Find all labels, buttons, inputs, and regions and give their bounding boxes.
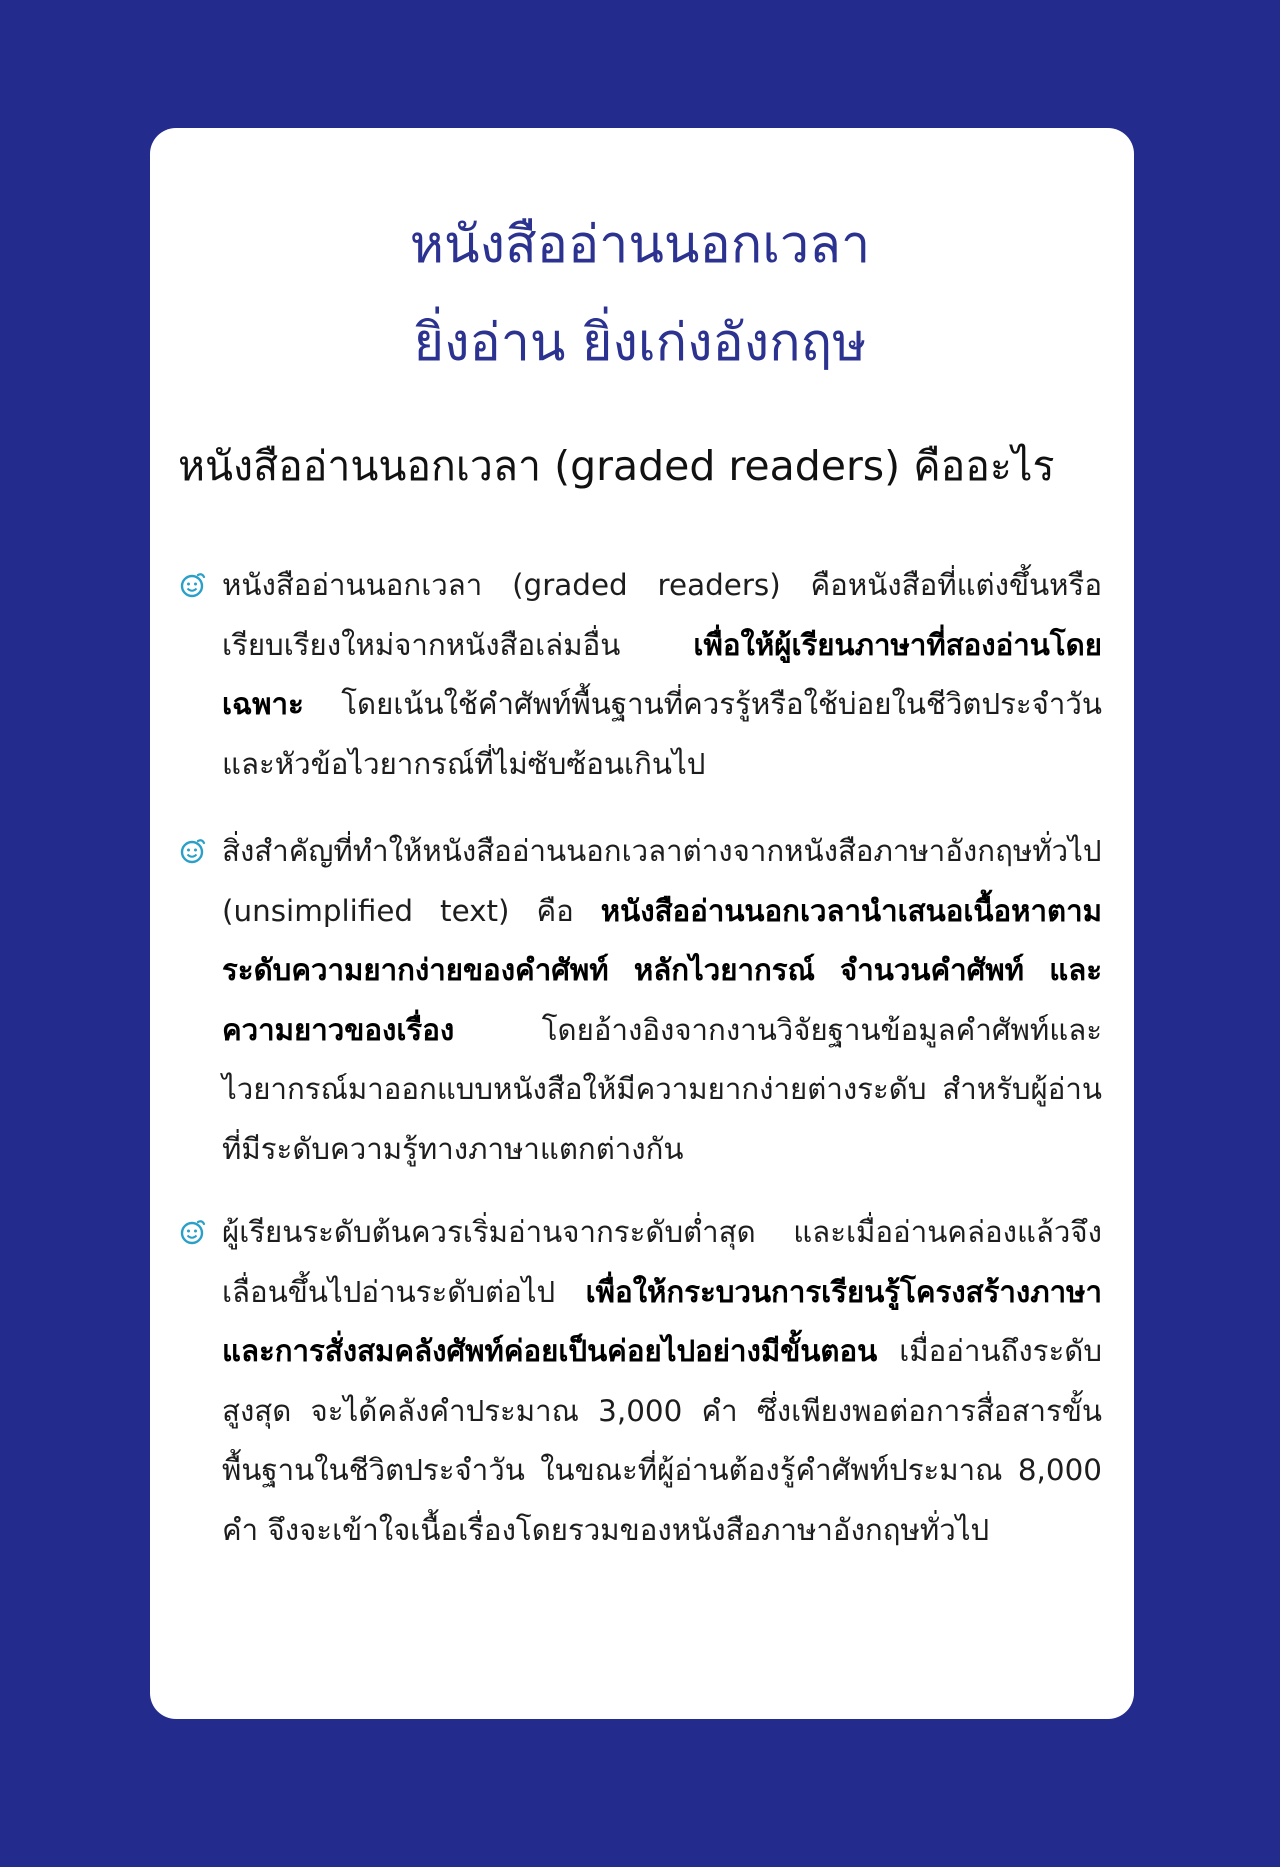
bullet-text: หนังสืออ่านนอกเวลา (graded readers) คือหนังสือที่แต่งขึ้นหรือเรียบเรียงใหม่จากหนังสือเล่มอื่น bbox=[222, 568, 1102, 662]
page-title bbox=[0, 196, 1280, 392]
title-line-1: หนังสืออ่านนอกเวลา bbox=[409, 215, 871, 275]
title-line-2: ยิ่งอ่าน ยิ่งเก่งอังกฤษ bbox=[413, 313, 867, 373]
bullet-emphasis: เพื่อให้ผู้เรียนภาษาที่สองอ่านโดยเฉพาะ bbox=[222, 627, 1102, 721]
bullet-item-1 bbox=[222, 556, 1102, 794]
bullet-item-2 bbox=[222, 822, 1102, 1179]
bullet-text: ผู้เรียนระดับต้นควรเริ่มอ่านจากระดับต่ำสุด และเมื่ออ่านคล่องแล้วจึงเลื่อนขึ้นไปอ่านระดับต่อไป bbox=[222, 1215, 1102, 1309]
bullet-text: โดยเน้นใช้คำศัพท์พื้นฐานที่ควรรู้หรือใช้บ่อยในชีวิตประจำวันและหัวข้อไวยากรณ์ที่ไม่ซับซ้อนเกินไป bbox=[222, 687, 1102, 781]
smiley-icon bbox=[178, 570, 208, 600]
bullet-text: สิ่งสำคัญที่ทำให้หนังสืออ่านนอกเวลาต่างจากหนังสือภาษาอังกฤษทั่วไป (unsimplified text) คือ bbox=[222, 834, 1102, 928]
section-heading: หนังสืออ่านนอกเวลา (graded readers) คืออะไร bbox=[178, 442, 1055, 490]
bullet-emphasis: เพื่อให้กระบวนการเรียนรู้โครงสร้างภาษาและการสั่งสมคลังศัพท์ค่อยเป็นค่อยไปอย่างมีขั้นตอน bbox=[222, 1274, 1102, 1368]
smiley-icon bbox=[178, 836, 208, 866]
bullet-emphasis: หนังสืออ่านนอกเวลานำเสนอเนื้อหาตามระดับความยากง่ายของคำศัพท์ หลักไวยากรณ์ จำนวนคำศัพท์ และความยาวของเรื่อง bbox=[222, 893, 1102, 1047]
bullet-text: เมื่ออ่านถึงระดับสูงสุด จะได้คลังคำประมาณ 3,000 คำ ซึ่งเพียงพอต่อการสื่อสารขั้นพื้นฐานในชีวิตประจำวัน ในขณะที่ผู้อ่านต้องรู้คำศัพท์ประมาณ 8,000 คำ จึงจะเข้าใจเนื้อเรื่องโดยรวมของหนังสือภาษาอังกฤษทั่วไป bbox=[222, 1334, 1102, 1547]
bullet-text: โดยอ้างอิงจากงานวิจัยฐานข้อมูลคำศัพท์และไวยากรณ์มาออกแบบหนังสือให้มีความยากง่ายต่างระดับ สำหรับผู้อ่านที่มีระดับความรู้ทางภาษาแตกต่างกัน bbox=[222, 1012, 1102, 1166]
bullet-item-3 bbox=[222, 1203, 1102, 1560]
smiley-icon bbox=[178, 1217, 208, 1247]
